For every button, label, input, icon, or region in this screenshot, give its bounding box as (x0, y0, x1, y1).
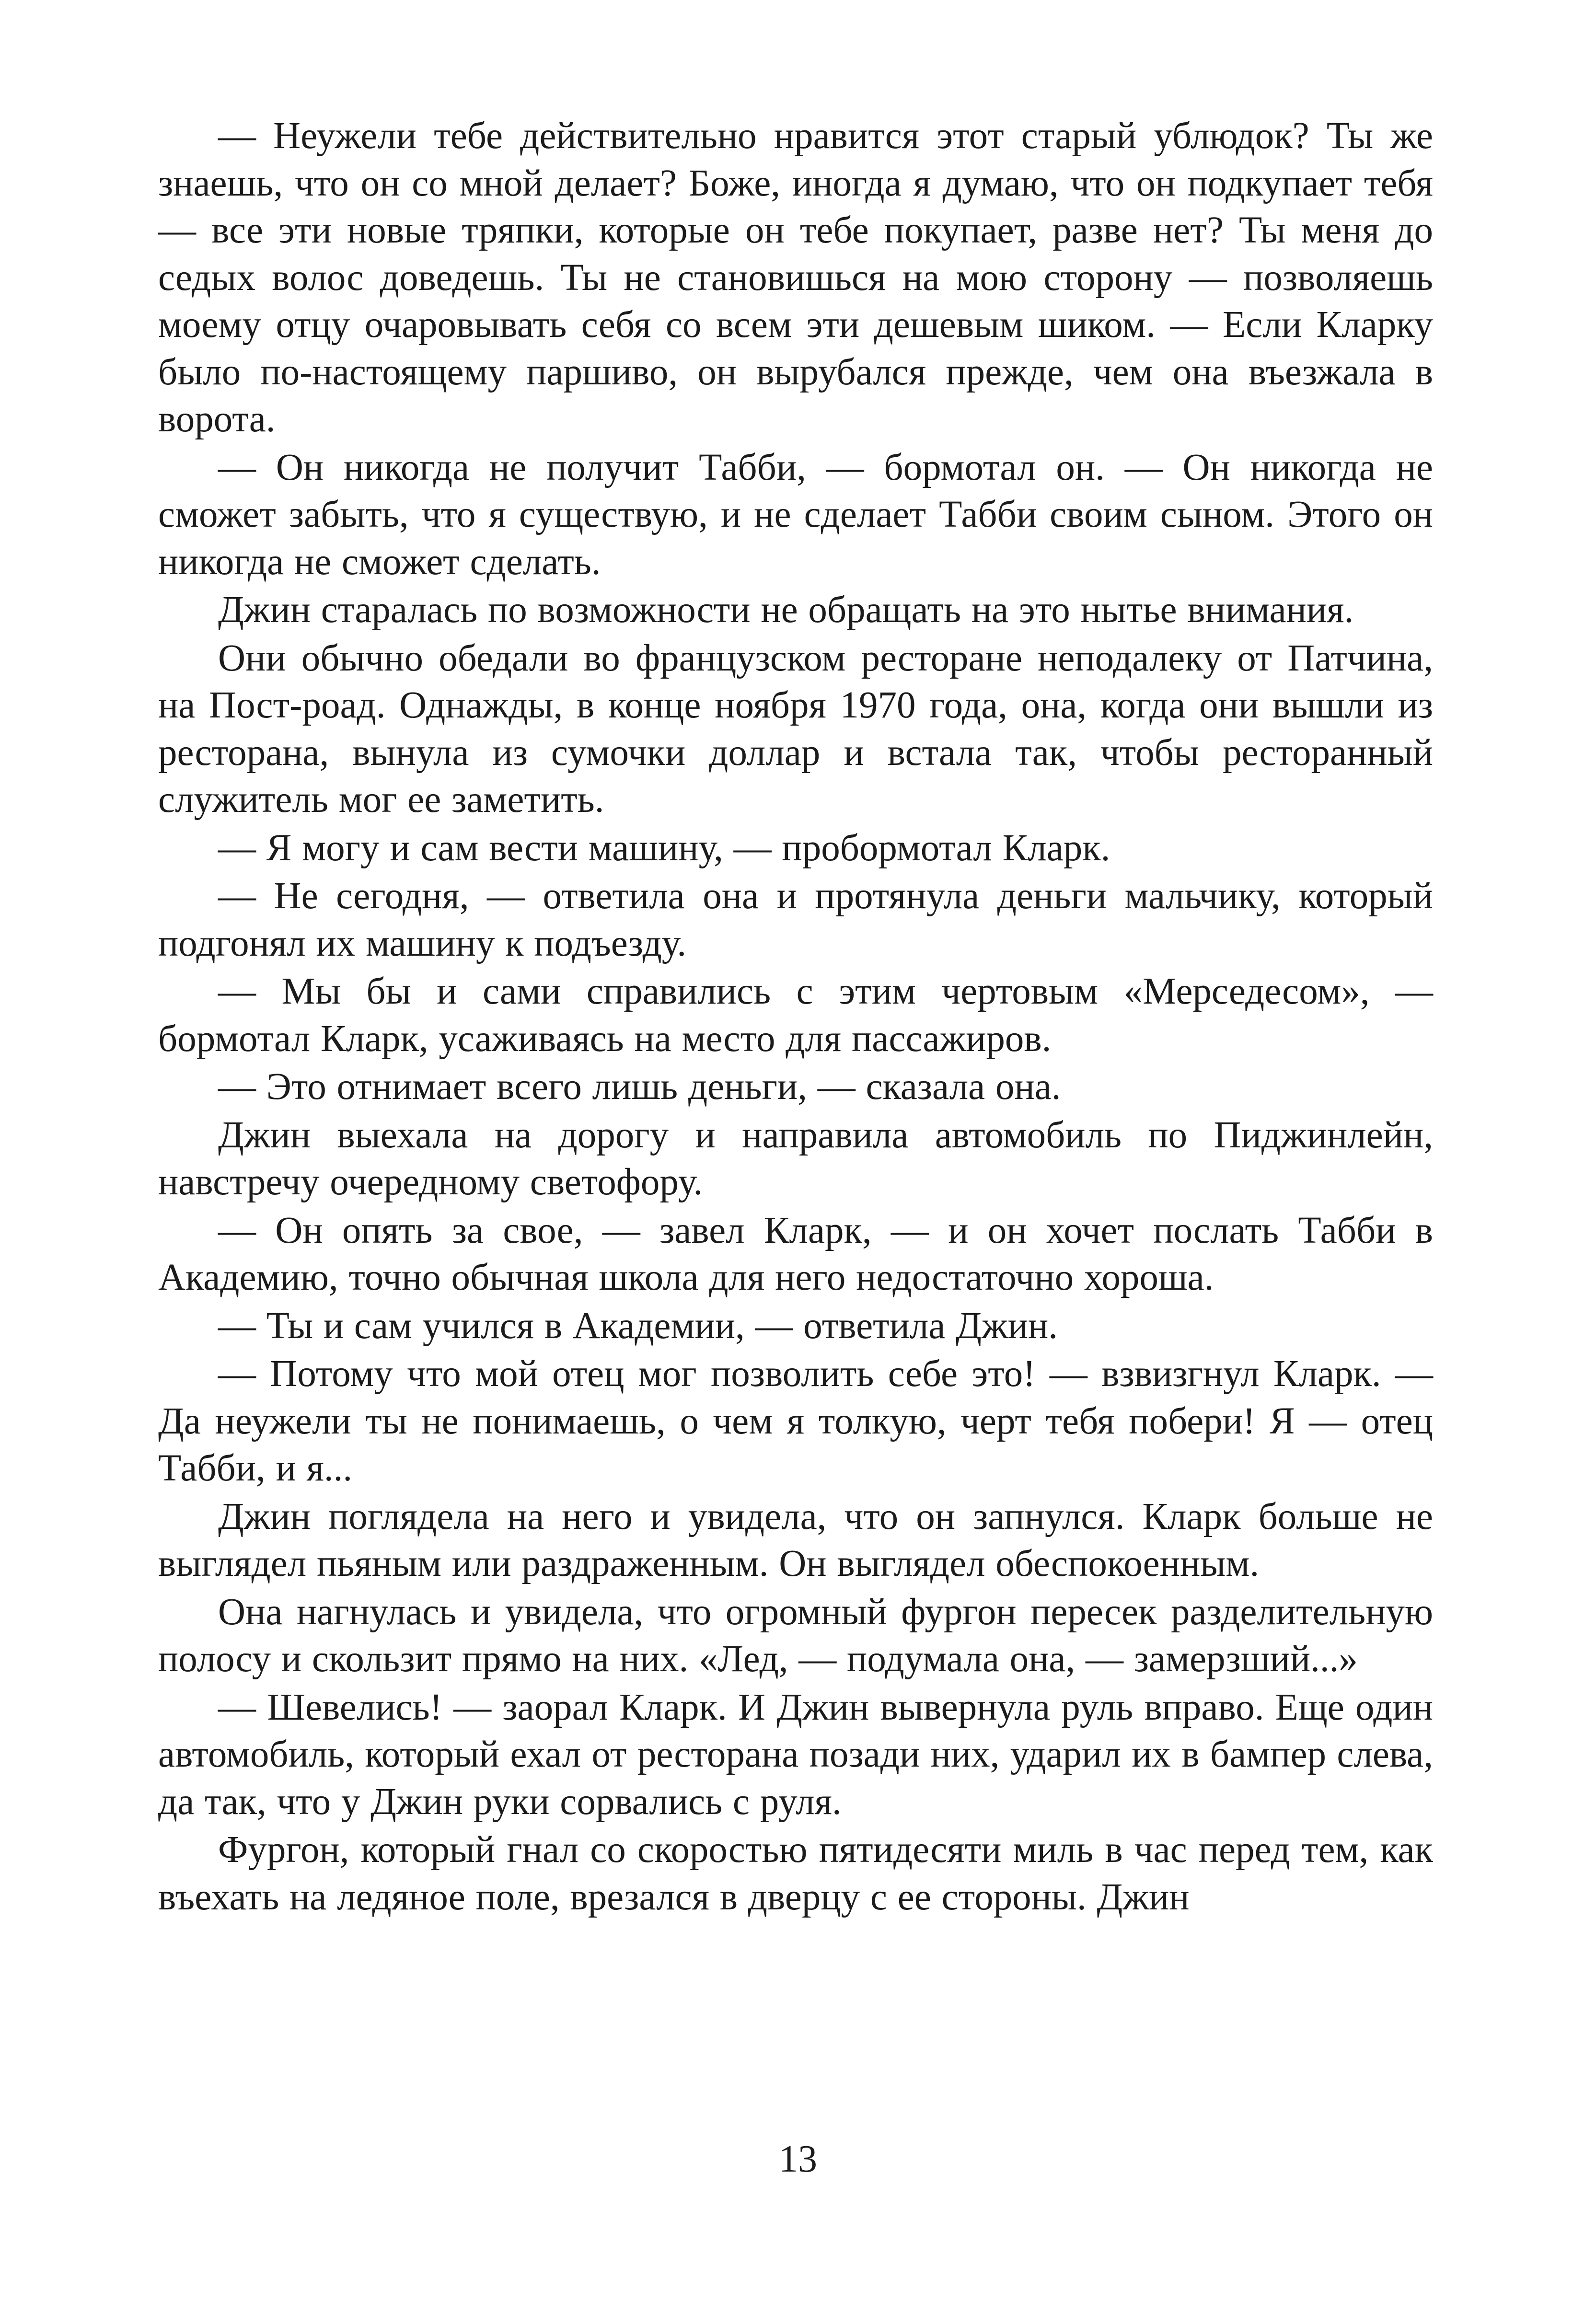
paragraph: — Я могу и сам вести машину, — пробормотал Кларк. (218, 827, 1110, 869)
paragraph: — Ты и сам учился в Академии, — ответила Джин. (218, 1305, 1058, 1347)
paragraph: — Он опять за свое, — завел Кларк, — и он хочет послать Табби в Академию, точно обычная школа для него недостаточно хороша. (158, 1209, 1433, 1298)
paragraph: — Мы бы и сами справились с этим чертовым «Мерседесом», — бормотал Кларк, усаживаясь на место для пассажиров. (158, 971, 1433, 1060)
page-number: 13 (779, 2138, 817, 2180)
paragraph: Джин поглядела на него и увидела, что он запнулся. Кларк больше не выглядел пьяным или раздраженным. Он выглядел обеспокоенным. (158, 1495, 1433, 1584)
paragraph: — Это отнимает всего лишь деньги, — сказала она. (218, 1066, 1061, 1108)
paragraph: Джин выехала на дорогу и направила автомобиль по Пиджинлейн, навстречу очередному светофору. (158, 1114, 1433, 1203)
body-text (158, 113, 1433, 1922)
paragraph: — Неужели тебе действительно нравится этот старый ублюдок? Ты же знаешь, что он со мной делает? Боже, иногда я думаю, что он подкупает тебя — все эти новые тряпки, которые он тебе покупает, разве нет? Ты меня до седых волос доведешь. Ты не становишься на мою сторону — позволяешь моему отцу очаровывать себя со всем эти дешевым шиком. — Если Кларку было по-настоящему паршиво, он вырубался прежде, чем она въезжала в ворота. (158, 115, 1433, 440)
paragraph: Джин старалась по возможности не обращать на это нытье внимания. (218, 589, 1354, 631)
paragraph: Фургон, который гнал со скоростью пятидесяти миль в час перед тем, как въехать на ледяное поле, врезался в дверцу с ее стороны. Джин (158, 1829, 1433, 1918)
paragraph: — Он никогда не получит Табби, — бормотал он. — Он никогда не сможет забыть, что я существую, и не сделает Табби своим сыном. Этого он никогда не сможет сделать. (158, 446, 1433, 583)
paragraph: Они обычно обедали во французском ресторане неподалеку от Патчина, на Пост-роад. Однажды, в конце ноября 1970 года, она, когда они вышли из ресторана, вынула из сумочки доллар и встала так, чтобы ресторанный служитель мог ее заметить. (158, 637, 1433, 821)
paragraph: — Не сегодня, — ответила она и протянула деньги мальчику, который подгонял их машину к подъезду. (158, 875, 1433, 964)
paragraph: — Шевелись! — заорал Кларк. И Джин вывернула руль вправо. Еще один автомобиль, который ехал от ресторана позади них, ударил их в бампер слева, да так, что у Джин руки сорвались с руля. (158, 1686, 1433, 1823)
paragraph: Она нагнулась и увидела, что огромный фургон пересек разделительную полосу и скользит прямо на них. «Лед, — подумала она, — замерзший...» (158, 1591, 1433, 1680)
paragraph: — Потому что мой отец мог позволить себе это! — взвизгнул Кларк. — Да неужели ты не понимаешь, о чем я толкую, черт тебя побери! Я — отец Табби, и я... (158, 1353, 1433, 1489)
